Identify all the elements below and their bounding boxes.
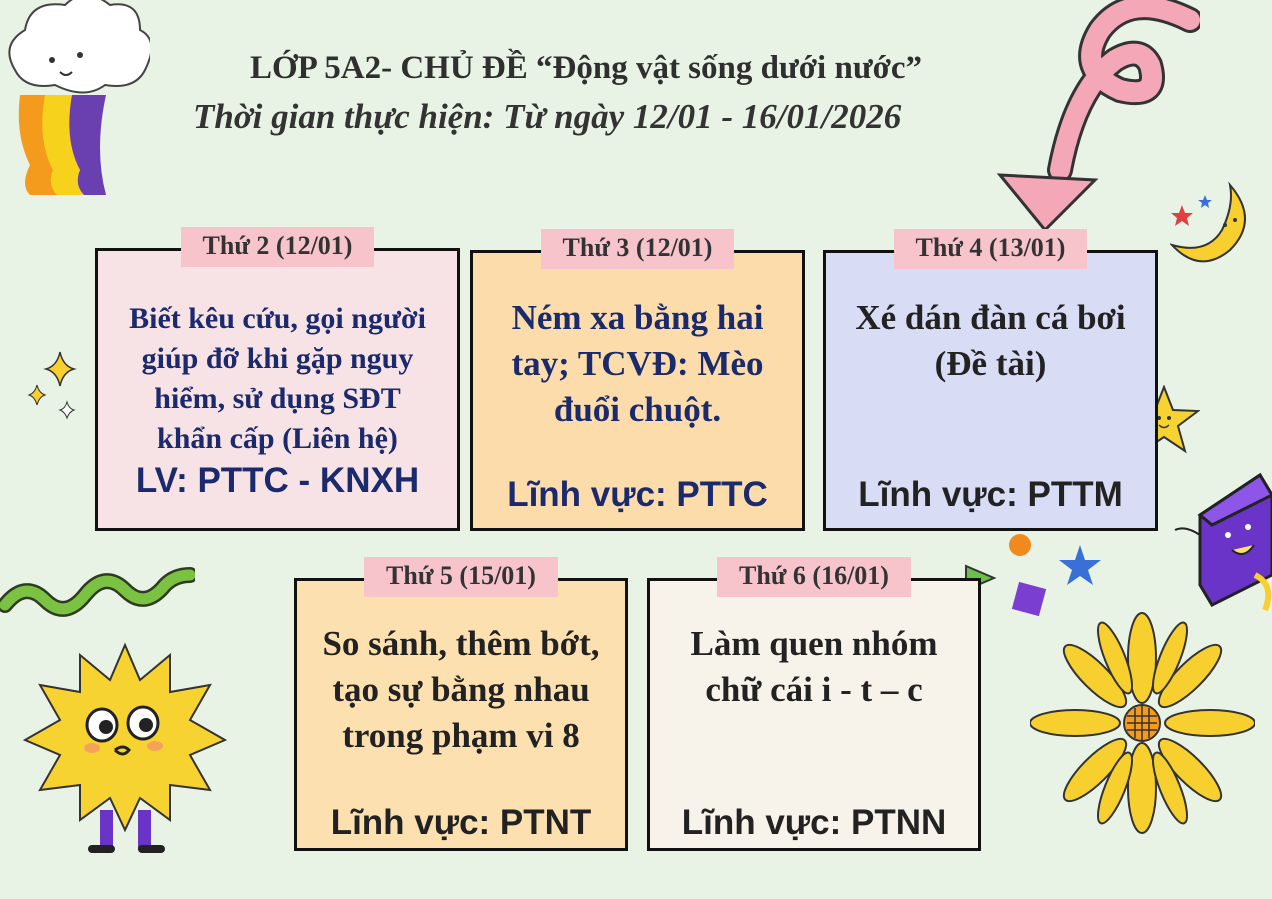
- activity-text: [106, 299, 449, 459]
- day-tag: Thứ 5 (15/01): [364, 557, 558, 597]
- activity-text: [834, 295, 1147, 387]
- activity-line: đuổi chuột.: [553, 390, 722, 429]
- day-card-fri: [647, 561, 981, 851]
- activity-line: So sánh, thêm bớt,: [322, 624, 600, 663]
- activity-line: khẩn cấp (Liên hệ): [157, 422, 398, 455]
- curved-arrow-icon: [990, 0, 1200, 235]
- activity-text: [481, 295, 794, 433]
- rainbow-cloud-icon: [0, 0, 150, 200]
- sparkle-icon: [25, 350, 85, 430]
- activity-line: giúp đỡ khi gặp nguy: [141, 342, 414, 375]
- day-tag: Thứ 2 (12/01): [181, 227, 375, 267]
- day-tag: Thứ 6 (16/01): [717, 557, 911, 597]
- day-card-mon: [95, 231, 460, 531]
- field-label: Lĩnh vực: PTTC: [507, 475, 768, 514]
- activity-line: (Đề tài): [934, 344, 1047, 383]
- squiggle-icon: [0, 555, 195, 625]
- page-subtitle: Thời gian thực hiện: Từ ngày 12/01 - 16/01/2026: [193, 97, 902, 136]
- day-tag: Thứ 3 (12/01): [541, 229, 735, 269]
- activity-line: Biết kêu cứu, gọi người: [129, 302, 426, 335]
- activity-line: Xé dán đàn cá bơi: [855, 298, 1126, 337]
- field-label: Lĩnh vực: PTTM: [858, 475, 1123, 514]
- activity-line: tay; TCVĐ: Mèo: [511, 344, 764, 383]
- day-card-thu: [294, 561, 628, 851]
- activity-line: Làm quen nhóm: [690, 624, 938, 663]
- day-tag: Thứ 4 (13/01): [894, 229, 1088, 269]
- page-title: LỚP 5A2- CHỦ ĐỀ “Động vật sống dưới nước”: [250, 50, 923, 86]
- activity-line: tạo sự bằng nhau: [332, 670, 590, 709]
- field-label: Lĩnh vực: PTNN: [681, 803, 947, 842]
- sun-creature-icon: [20, 640, 230, 855]
- activity-text: [305, 621, 617, 759]
- purple-cube-icon: [1170, 455, 1272, 615]
- activity-line: Ném xa bằng hai: [511, 298, 764, 337]
- activity-line: chữ cái i - t – c: [705, 670, 923, 709]
- day-card-tue: [470, 233, 805, 531]
- day-card-wed: [823, 233, 1158, 531]
- activity-line: hiểm, sử dụng SĐT: [154, 382, 401, 415]
- activity-text: [658, 621, 970, 713]
- field-label: LV: PTTC - KNXH: [135, 461, 420, 500]
- flower-icon: [1030, 608, 1255, 843]
- activity-line: trong phạm vi 8: [342, 716, 580, 755]
- field-label: Lĩnh vực: PTNT: [330, 803, 592, 842]
- moon-icon: [1170, 180, 1260, 265]
